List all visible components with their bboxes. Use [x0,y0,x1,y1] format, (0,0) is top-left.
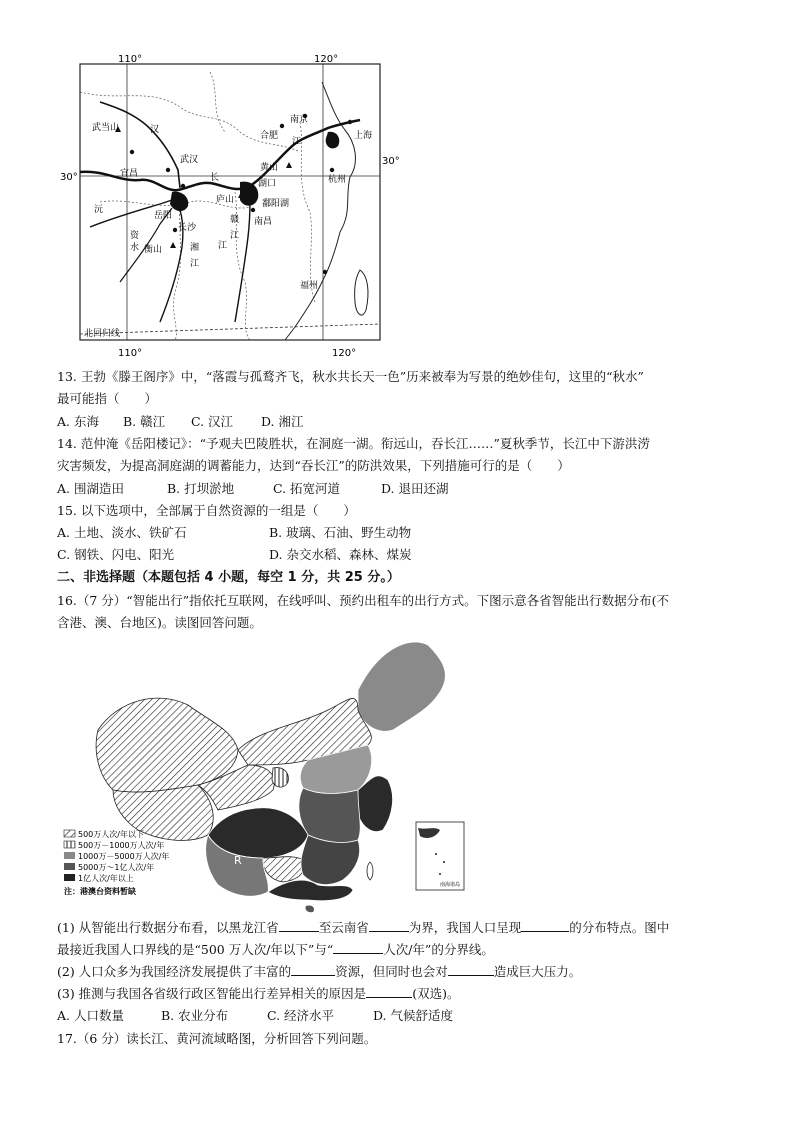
city-dot [348,120,352,124]
answer-blank[interactable] [333,939,383,954]
q16-sub2-text-a: (2) 人口众多为我国经济发展提供了丰富的 [57,964,292,979]
place-label: 长沙 [178,223,197,233]
q16-sub3-text-a: (3) 推测与我国各省级行政区智能出行差异相关的原因是 [57,986,367,1001]
q14-option-a[interactable]: A. 围湖造田 [57,481,124,496]
city-dot [323,270,327,274]
city-dot [181,184,185,188]
city-dot [330,168,334,172]
place-label: 湖口 [258,179,277,189]
q14-option-b[interactable]: B. 打坝淤地 [166,481,235,496]
region-taiwan [367,862,373,880]
place-label: 长 [210,173,220,183]
q13-stem: 13. 王勃《滕王阁序》中，“落霞与孤鹜齐飞，秋水共长天一色”历来被奉为写景的绝妙佳句，这里的“秋水” [57,369,644,384]
lat-label: 30° [60,172,78,183]
q16-sub3-options [57,1005,747,1027]
q13-stem-cont: 最可能指（ ） [57,391,158,406]
q16-sub1-text-e: 最接近我国人口界线的是“500 万人次/年以下”与“ [57,942,334,957]
place-label: 衡山 [144,245,163,255]
tropic-label: 北回归线 [84,329,121,339]
q15-stem: 15. 以下选项中，全部属于自然资源的一组是（ ） [57,503,356,518]
place-label: 武当山 [92,123,120,133]
answer-blank[interactable] [279,917,319,932]
poyang-lake [240,182,258,206]
q13-option-a[interactable]: A. 东海 [57,414,99,429]
answer-blank[interactable] [521,917,569,932]
place-label: 宜昌 [120,169,139,179]
q14-stem-cont: 灾害频发，为提高洞庭湖的调蓄能力，达到“吞长江”的防洪效果，下列措施可行的是（ ） [57,458,570,473]
place-label: 杭州 [328,175,347,185]
section-heading: 二、非选择题（本题包括 4 小题，每空 1 分，共 25 分。） [57,570,400,585]
lon-label: 120° [314,54,339,65]
place-label: 沅 [94,205,104,215]
map-letter-r: R [234,854,242,867]
taihu-lake [326,132,340,149]
place-label: 江 [190,259,200,269]
q15-options-row1 [57,522,747,544]
q16-sub2 [57,961,747,983]
china-smart-travel-map [58,630,488,912]
lon-label: 110° [118,348,143,359]
place-label: 南昌 [254,217,273,227]
boundary [80,92,300,152]
legend-item-5: 1亿人次/年以上 [78,874,134,883]
place-label: 湘 [190,243,200,253]
inset-island [435,853,437,855]
q16-stem-cont: 含港、澳、台地区)。读图回答问题。 [57,615,262,630]
inset-island [443,861,445,863]
answer-blank[interactable] [291,961,335,976]
place-label: 江 [292,137,302,147]
place-label: 上海 [354,131,373,141]
inset-label: 南海诸岛 [440,882,461,888]
q16-sub1-text-a: (1) 从智能出行数据分布看，以黑龙江省 [57,920,279,935]
place-label: 岳阳 [154,211,173,221]
city-dot [130,150,134,154]
q16-sub1-text-c: 为界，我国人口呈现 [408,920,522,935]
city-dot [166,168,170,172]
answer-blank[interactable] [448,961,494,976]
legend-swatch-4 [64,863,75,870]
lon-label: 110° [118,54,143,65]
q16-sub2-text-c: 造成巨大压力。 [493,964,582,979]
legend-item-3: 1000万－5000万人次/年 [78,852,170,861]
legend-swatch-5 [64,874,75,881]
place-label: 黄山 [260,163,279,173]
inset-island [439,873,441,875]
place-label: 合肥 [260,131,279,141]
q16-sub3-text-b: (双选)。 [412,986,460,1001]
legend-item-1: 500万人次/年以下 [78,830,144,839]
city-dot [251,208,255,212]
mountain-icon [170,242,176,248]
q16-sub2-text-b: 资源，但同时也会对 [335,964,448,979]
boundary [210,72,225,132]
dongting-lake [170,192,188,211]
boundary [300,122,315,302]
place-label: 汉 [150,125,160,135]
region-ningxia [272,768,288,787]
q16-sub1-text-b: 至云南省 [318,920,369,935]
place-label: 江 [218,241,228,251]
answer-blank[interactable] [369,917,409,932]
legend-item-4: 5000万～1亿人次/年 [78,863,155,872]
place-label: 武汉 [180,155,199,165]
q15-option-b[interactable]: B. 玻璃、石油、野生动物 [268,525,412,540]
answer-blank[interactable] [366,983,412,998]
q16-option-b[interactable]: B. 农业分布 [160,1008,229,1023]
region-hainan [305,905,314,912]
q16-stem: 16.（7 分）“智能出行”指依托互联网，在线呼叫、预约出租车的出行方式。下图示意各省智能出行数据分布(不 [57,593,669,608]
legend-swatch-2 [64,841,75,848]
place-label: 福州 [300,281,319,291]
place-label: 赣 [230,215,240,225]
q16-option-c[interactable]: C. 经济水平 [266,1008,335,1023]
q14-stem: 14. 范仲淹《岳阳楼记》：“予观夫巴陵胜状，在洞庭一湖。衔远山，吞长江……”夏秋季节，长江中下游洪涝 [57,436,650,451]
q15-option-d[interactable]: D. 杂交水稻、森林、煤炭 [268,547,412,562]
region-guizhou [263,857,304,882]
q15-option-c[interactable]: C. 钢铁、闪电、阳光 [57,547,175,562]
legend-note: 注：港澳台资料暂缺 [64,887,136,896]
q16-sub1-text-f: 人次/年”的分界线。 [383,942,494,957]
place-label: 江 [230,231,240,241]
place-label: 水 [130,243,140,253]
q13-option-d[interactable]: D. 湘江 [260,414,304,429]
place-label: 庐山 [216,195,235,205]
q16-option-a[interactable]: A. 人口数量 [57,1008,124,1023]
q16-sub1-line1 [57,917,747,939]
region-southeast [301,835,360,885]
q15-option-a[interactable]: A. 土地、淡水、铁矿石 [57,525,187,540]
region-south [268,880,353,901]
city-dot [280,124,284,128]
legend-item-2: 500万－1000万人次/年 [78,841,165,850]
q13-options [57,411,747,433]
lat-label: 30° [382,156,400,167]
q16-sub3 [57,983,747,1005]
q14-option-c[interactable]: C. 拓宽河道 [272,481,341,496]
q13-option-c[interactable]: C. 汉江 [190,414,234,429]
q14-option-d[interactable]: D. 退田还湖 [380,481,449,496]
place-label: 鄱阳湖 [262,199,290,209]
q13-option-b[interactable]: B. 赣江 [122,414,166,429]
q16-sub1-text-d: 的分布特点。图中 [569,920,670,935]
yangtze-river [80,120,360,190]
place-label: 资 [130,231,140,241]
place-label: 南京 [290,115,309,125]
lon-label: 120° [332,348,357,359]
q15-options-row2 [57,544,747,566]
q16-option-d[interactable]: D. 气候舒适度 [372,1008,453,1023]
q17-stem: 17.（6 分）读长江、黄河流域略图，分析回答下列问题。 [57,1031,377,1046]
region-xinjiang [96,698,238,792]
taiwan-island [355,270,368,315]
yangtze-region-map [60,52,400,362]
mountain-icon [286,162,292,168]
q14-options [57,478,747,500]
q16-sub1-line2 [57,939,747,961]
city-dot [173,228,177,232]
region-northeast [358,642,445,731]
tropic-line [80,324,380,334]
legend-swatch-1 [64,830,75,837]
legend-swatch-3 [64,852,75,859]
